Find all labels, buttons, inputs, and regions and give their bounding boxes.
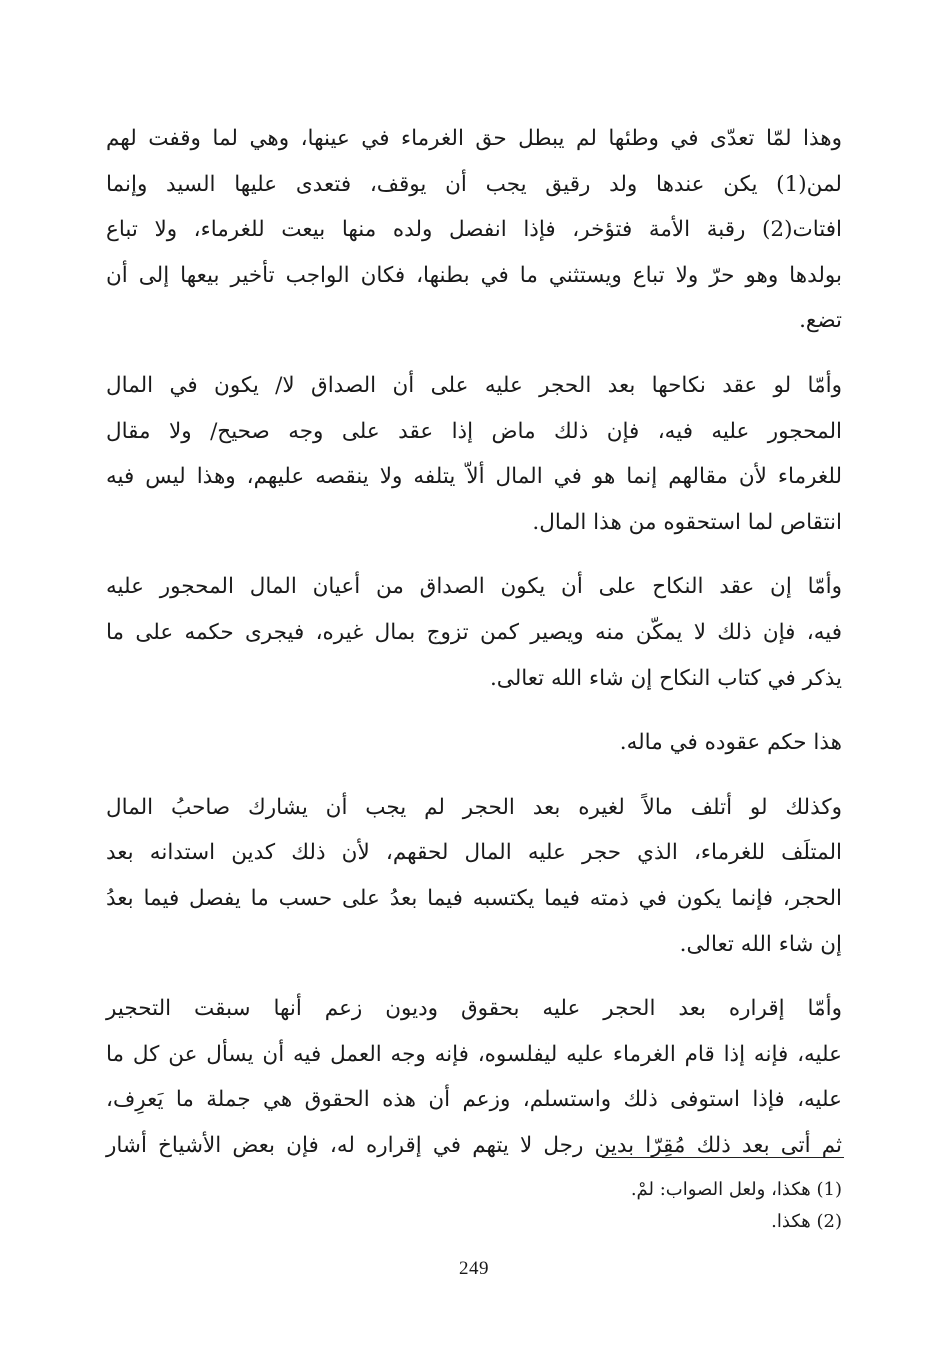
text-line: بولدها وهو حرّ ولا تباع ويستثني ما في بطنها، فكان الواجب تأخير بيعها إلى أن: [106, 262, 842, 288]
text-line: وهذا لمّا تعدّى في وطئها لم يبطل حق الغرماء في عينها، وهي لما وقفت لهم: [106, 126, 842, 151]
text-line: عليه، فإذا استوفى ذلك واستسلم، وزعم أن هذه الحقوق هي جملة ما يَعرِف،: [106, 1087, 842, 1113]
text-line: عليه، فإنه إذا قام الغرماء عليه ليفلسوه، فإنه وجه العمل فيه أن يسأل عن كل ما: [106, 1041, 842, 1067]
text-line: يذكر في كتاب النكاح إن شاء الله تعالى.: [489, 665, 842, 691]
paragraph-2: [106, 363, 842, 545]
text-line: افتات(2) رقبة الأمة فتؤخر، فإذا انفصل ولده منها بيعت للغرماء، ولا تباع: [106, 217, 842, 243]
text-line: فيه، فإن ذلك لا يمكّن منه ويصير كمن تزوج بمال غيره، فيجرى حكمه على ما: [106, 619, 842, 645]
paragraph-3: [106, 564, 842, 701]
paragraph-6: [106, 986, 842, 1168]
text-line: لمن(1) يكن عندها ولد رقيق يجب أن يوقف، فتعدى عليها السيد وإنما: [106, 171, 842, 197]
page-number: 249: [459, 1258, 489, 1279]
footnote-2: (2) هكذا.: [771, 1211, 842, 1232]
text-line: المحجور عليه فيه، فإن ذلك ماض إذا عقد على وجه صحيح/ ولا مقال: [106, 418, 842, 444]
text-line: وأمّا لو عقد نكاحها بعد الحجر عليه على أن الصداق لا/ يكون في المال: [106, 372, 842, 398]
text-line: الحجر، فإنما يكون في ذمته فيما يكتسبه فيما بعدُ على حسب ما يفصل فيما بعدُ: [106, 885, 842, 911]
main-text: [106, 116, 842, 1187]
footnote-divider: [602, 1157, 844, 1158]
footnote-1: (1) هكذا، ولعل الصواب: لمْ.: [630, 1179, 842, 1200]
text-line: انتقاص لما استحقوه من هذا المال.: [532, 509, 842, 535]
text-line: وأمّا إقراره بعد الحجر عليه بحقوق وديون زعم أنها سبقت التحجير: [106, 996, 842, 1022]
text-line: إن شاء الله تعالى.: [679, 931, 842, 957]
paragraph-1: [106, 116, 842, 344]
paragraph-4: [106, 720, 842, 766]
text-line: وكذلك لو أتلف مالاً لغيره بعد الحجر لم يجب أن يشارك صاحبُ المال: [106, 794, 842, 820]
text-line: وأمّا إن عقد النكاح على أن يكون الصداق من أعيان المال المحجور عليه: [106, 574, 842, 600]
paragraph-5: [106, 785, 842, 967]
text-line: للغرماء لأن مقالهم إنما هو في المال ألاّ يتلفه ولا ينقصه عليهم، وهذا ليس فيه: [106, 464, 842, 490]
text-line: هذا حكم عقوده في ماله.: [619, 730, 842, 756]
text-line: المتلَف للغرماء، الذي حجر عليه المال لحقهم، لأن ذلك كدين استدانه بعد: [106, 840, 842, 866]
text-line: تضع.: [799, 308, 842, 334]
footnotes: [400, 1174, 842, 1238]
text-line: ثم أتى بعد ذلك مُقِرّا بدين رجل لا يتهم في إقراره له، فإن بعض الأشياخ أشار: [106, 1132, 842, 1158]
